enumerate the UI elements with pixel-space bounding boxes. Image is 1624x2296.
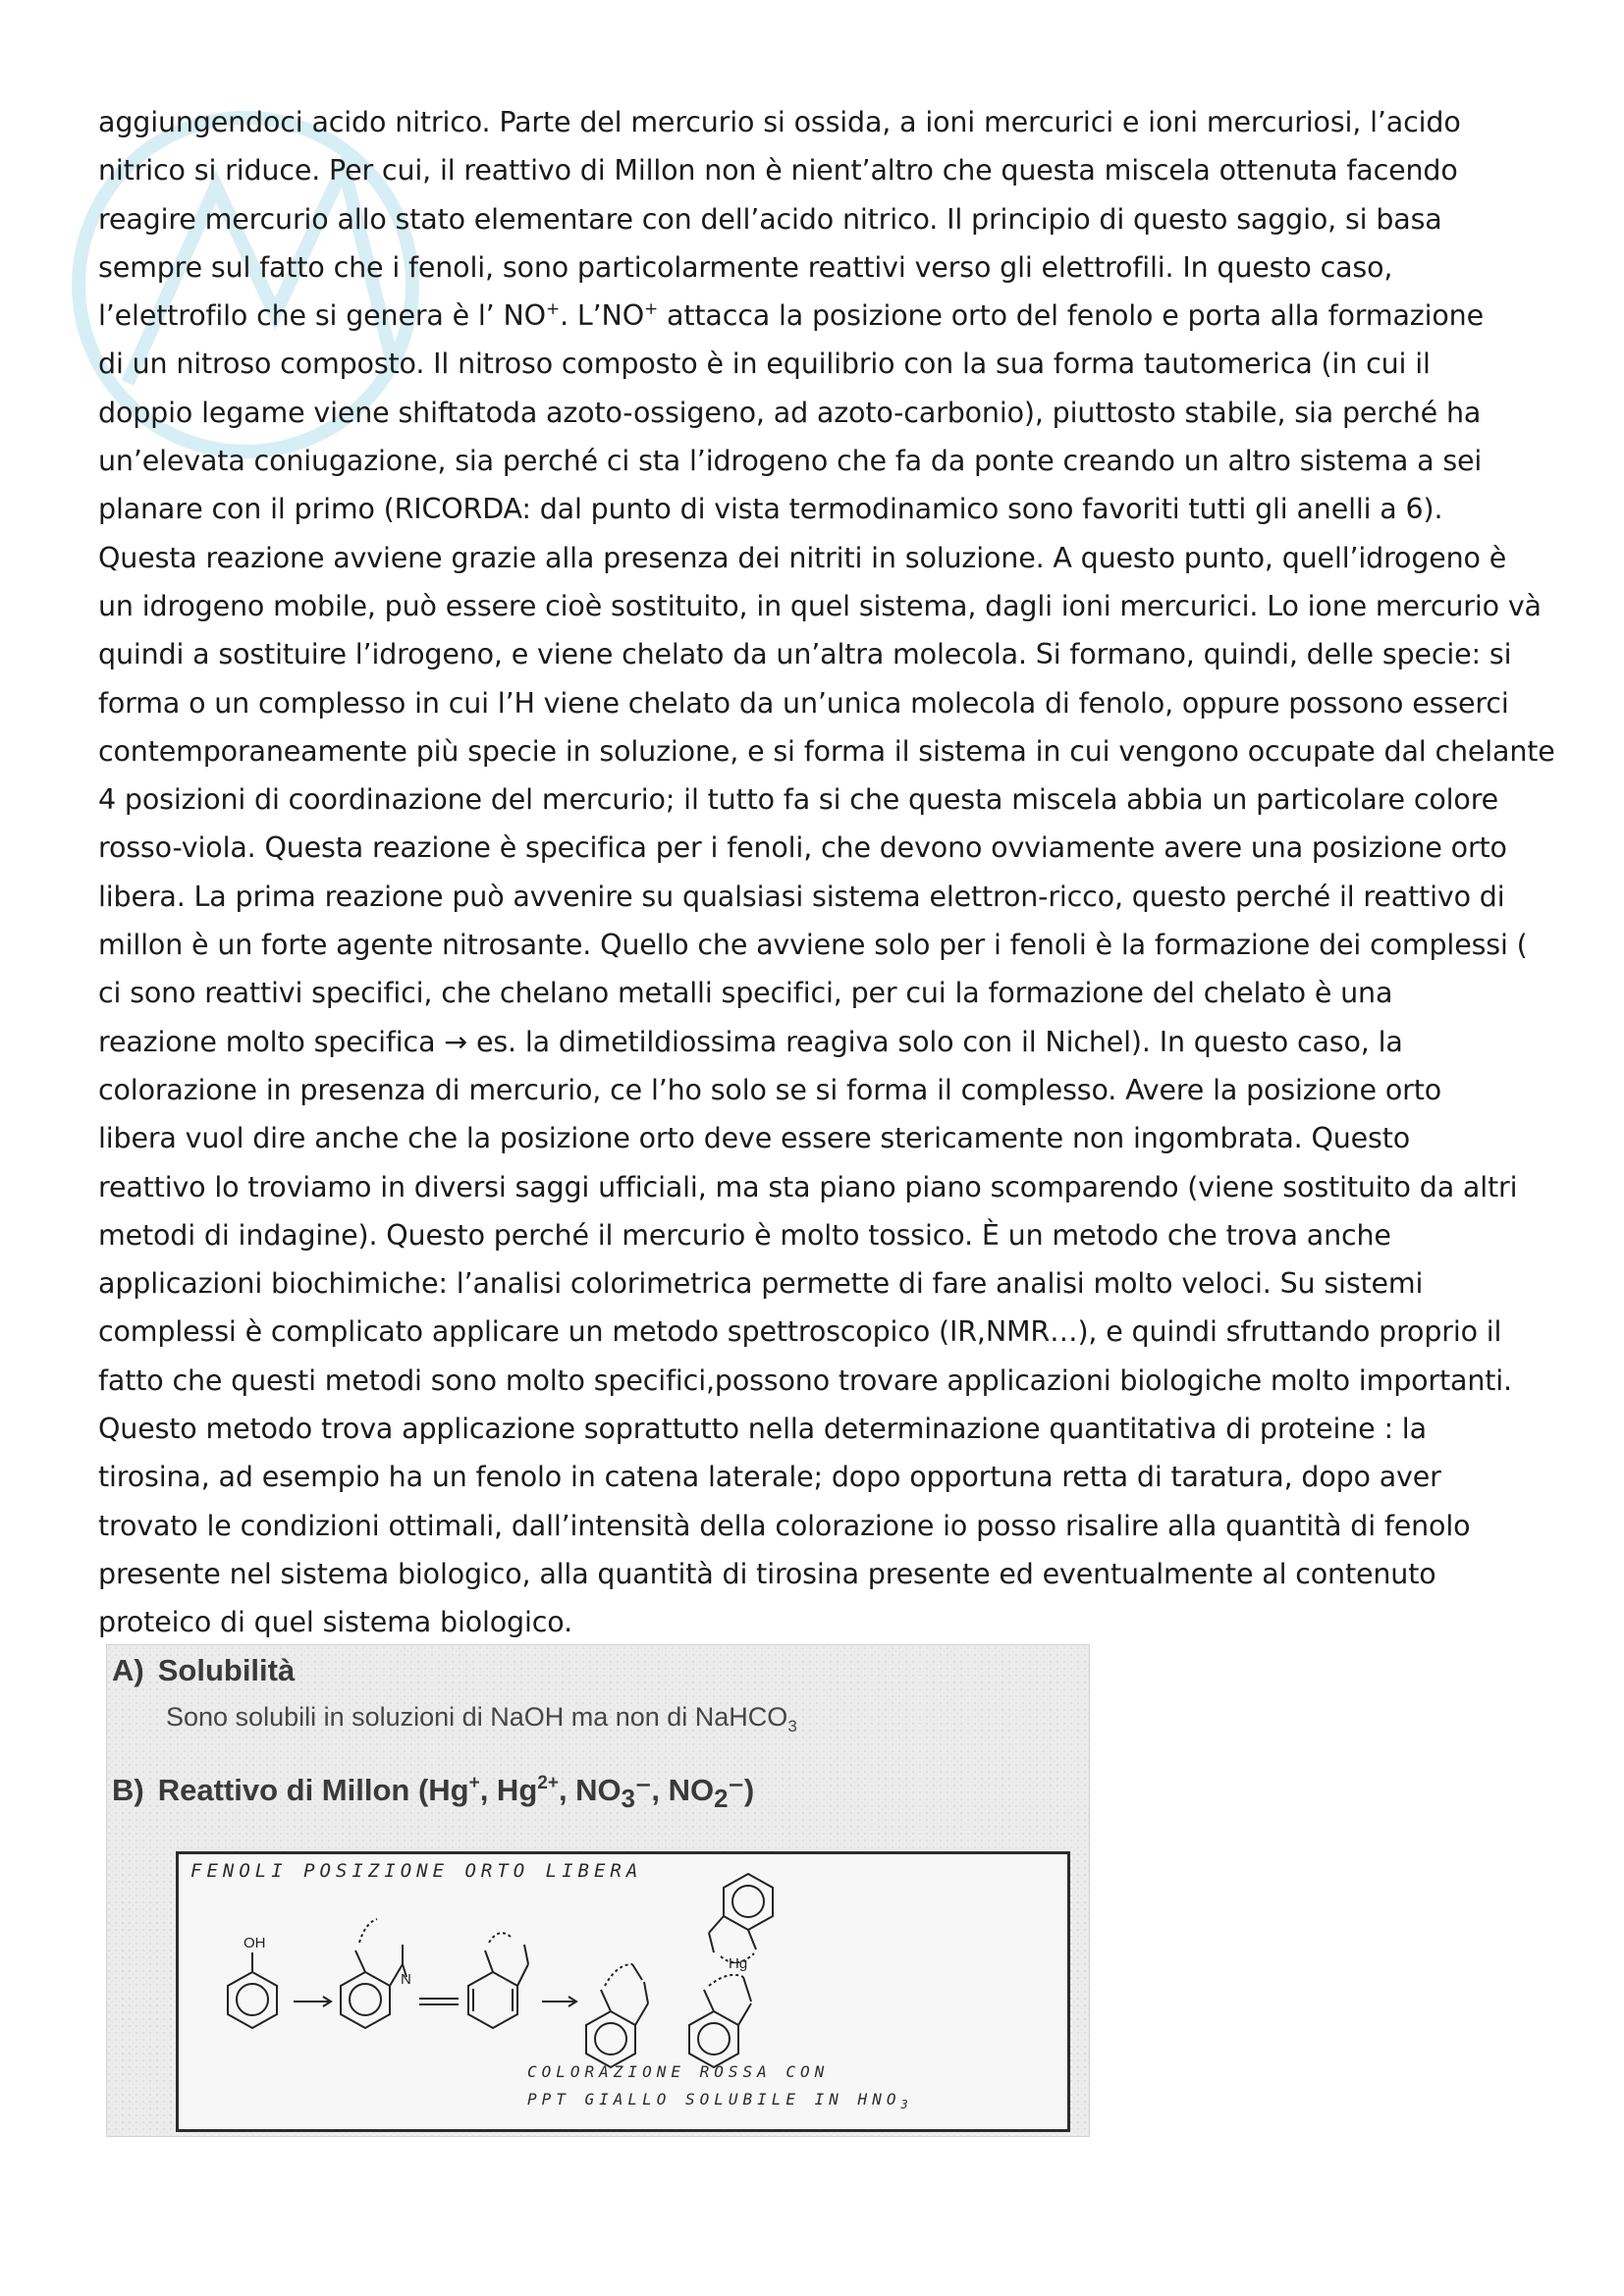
text-line: un’elevata coniugazione, sia perché ci sta l’idrogeno che fa da ponte creando un altro sistema a sei	[98, 445, 1483, 478]
text-segment: l’elettrofilo che si genera è l’ NO	[98, 299, 546, 333]
text-line: contemporaneamente più specie in soluzione, e si forma il sistema in cui vengono occupate dal chelante	[98, 734, 1555, 768]
text-line: quindi a sostituire l’idrogeno, e viene chelato da un’altra molecola. Si formano, quindi, delle specie: si	[98, 638, 1512, 671]
subscript: 3	[621, 1786, 636, 1814]
text-segment: , Hg	[479, 1773, 538, 1807]
text-line: fatto che questi metodi sono molto specifici,possono trovare applicazioni biologiche molto importanti.	[98, 1363, 1512, 1397]
text-line: di un nitroso composto. Il nitroso composto è in equilibrio con la sua forma tautomerica (in cui il	[98, 347, 1431, 381]
oh-label: OH	[244, 1935, 266, 1951]
section-a-heading	[112, 1653, 295, 1688]
ring	[689, 2011, 738, 2067]
solubility-text: Sono solubili in soluzioni di NaOH ma non di NaHCO	[166, 1702, 788, 1732]
hg-label: Hg	[729, 1955, 748, 1972]
text-line: millon è un forte agente nitrosante. Quello che avviene solo per i fenoli è la formazione dei complessi (	[98, 929, 1528, 962]
handwritten-title: FENOLI POSIZIONE ORTO LIBERA	[190, 1860, 643, 1882]
handwritten-note-line1: COLORAZIONE ROSSA CON	[527, 2062, 830, 2081]
text-segment: ⁻, NO	[635, 1773, 715, 1807]
section-a-text	[166, 1702, 797, 1733]
text-line: reazione molto specifica → es. la dimetildiossima reagiva solo con il Nichel). In questo caso, la	[98, 1025, 1403, 1058]
ring	[586, 2011, 635, 2067]
ring	[724, 1874, 773, 1930]
text-segment: ⁻)	[728, 1773, 755, 1807]
text-line: rosso-viola. Questa reazione è specifica per i fenoli, che devono ovviamente avere una posizione orto	[98, 831, 1507, 865]
text-line: sempre sul fatto che i fenoli, sono particolarmente reattivi verso gli elettrofili. In questo caso,	[98, 250, 1393, 284]
reaction-scheme	[176, 1851, 1070, 2132]
reaction-scheme-drawing	[179, 1854, 1067, 2129]
text-line: ci sono reattivi specifici, che chelano metalli specifici, per cui la formazione del chelato è una	[98, 977, 1393, 1010]
text-line: doppio legame viene shiftatoda azoto-ossigeno, ad azoto-carbonio), piuttosto stabile, sia perché ha	[98, 396, 1482, 429]
ring	[468, 1972, 517, 2028]
superscript: 2+	[537, 1773, 559, 1793]
text-line: Questo metodo trova applicazione soprattutto nella determinazione quantitativa di proteine : la	[98, 1413, 1427, 1446]
section-b-title: Reattivo di Millon (Hg	[157, 1773, 469, 1807]
text-line: forma o un complesso in cui l’H viene chelato da un’unica molecola di fenolo, oppure possono esserci	[98, 686, 1509, 720]
text-line: aggiungendoci acido nitrico. Parte del mercurio si ossida, a ioni mercurici e ioni mercuriosi, l’acido	[98, 106, 1461, 138]
handwritten-note-text: PPT GIALLO SOLUBILE IN HNO	[527, 2090, 901, 2109]
section-a-title: Solubilità	[157, 1653, 296, 1687]
text-segment: attacca la posizione orto del fenolo e porta alla formazione	[658, 299, 1484, 333]
text-line: libera vuol dire anche che la posizione orto deve essere stericamente non ingombrata. Questo	[98, 1122, 1411, 1155]
benzene-ring	[228, 1972, 277, 2028]
handwritten-note-line2	[527, 2090, 908, 2109]
text-segment: , NO	[558, 1773, 622, 1807]
superscript: +	[468, 1773, 480, 1793]
text-line: 4 posizioni di coordinazione del mercurio; il tutto fa si che questa miscela abbia un particolare colore	[98, 783, 1499, 817]
text-line: presente nel sistema biologico, alla quantità di tirosina presente ed eventualmente al contenuto	[98, 1557, 1436, 1590]
text-line: reattivo lo troviamo in diversi saggi ufficiali, ma sta piano piano scomparendo (viene sostituito da altri	[98, 1170, 1518, 1203]
subscript: 2	[714, 1786, 729, 1814]
n-label: N	[401, 1971, 411, 1988]
text-line: nitrico si riduce. Per cui, il reattivo di Millon non è nient’altro che questa miscela ottenuta facendo	[98, 154, 1458, 187]
text-segment: . L’NO	[560, 299, 644, 333]
subscript: 3	[900, 2098, 908, 2111]
text-line: un idrogeno mobile, può essere cioè sostituito, in quel sistema, dagli ioni mercurici. Lo ione mercurio và	[98, 589, 1542, 622]
text-line: planare con il primo (RICORDA: dal punto di vista termodinamico sono favoriti tutti gli anelli a 6).	[98, 493, 1443, 526]
superscript-charge: +	[545, 299, 561, 320]
text-line: Questa reazione avviene grazie alla presenza dei nitriti in soluzione. A questo punto, quell’idrogeno è	[98, 541, 1507, 574]
superscript-charge: +	[644, 299, 659, 320]
section-b-marker: B)	[112, 1773, 144, 1807]
text-line: tirosina, ad esempio ha un fenolo in catena laterale; dopo opportuna retta di taratura, dopo aver	[98, 1461, 1441, 1494]
text-line: complessi è complicato applicare un metodo spettroscopico (IR,NMR…), e quindi sfruttando proprio il	[98, 1315, 1502, 1349]
subscript: 3	[787, 1717, 797, 1735]
text-line: reagire mercurio allo stato elementare con dell’acido nitrico. Il principio di questo saggio, si basa	[98, 202, 1442, 236]
scanned-figure	[106, 1644, 1090, 2137]
text-line: proteico di quel sistema biologico.	[98, 1606, 572, 1639]
body-text	[98, 98, 1555, 1647]
text-line: applicazioni biochimiche: l’analisi colorimetrica permette di fare analisi molto veloci. Su sistemi	[98, 1267, 1424, 1301]
section-a-marker: A)	[112, 1653, 144, 1687]
text-line: metodi di indagine). Questo perché il mercurio è molto tossico. È un metodo che trova anche	[98, 1218, 1391, 1252]
benzene-ring	[341, 1972, 390, 2028]
text-line: trovato le condizioni ottimali, dall’intensità della colorazione io posso risalire alla quantità di fenolo	[98, 1509, 1471, 1542]
text-line-nitrosonium	[98, 292, 1532, 340]
text-line: colorazione in presenza di mercurio, ce l’ho solo se si forma il complesso. Avere la posizione orto	[98, 1073, 1442, 1106]
text-line: libera. La prima reazione può avvenire su qualsiasi sistema elettron-ricco, questo perché il reattivo di	[98, 880, 1505, 913]
section-b-heading	[112, 1773, 754, 1814]
